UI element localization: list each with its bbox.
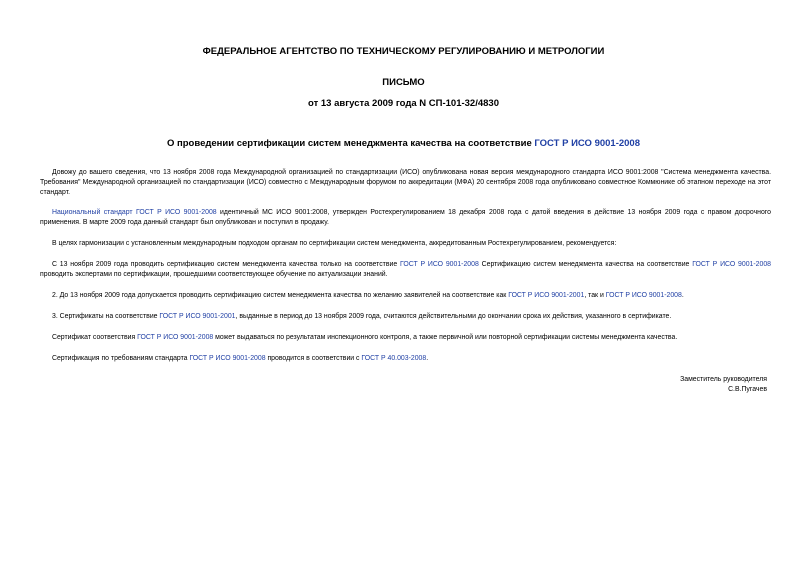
- paragraph-text: .: [426, 355, 429, 362]
- gost-40-003-2008-link[interactable]: ГОСТ Р 40.003-2008: [361, 355, 427, 362]
- subject-gost-link[interactable]: ГОСТ Р ИСО 9001-2008: [534, 138, 640, 149]
- paragraph-recommendation: В целях гармонизации с установленным международным подходом органам по сертификации систем менеджмента, аккредитованным Ростехрегулированием, рекомендуется:: [52, 240, 617, 247]
- gost-9001-2008-link[interactable]: ГОСТ Р ИСО 9001-2008: [189, 355, 266, 362]
- paragraph-text: С 13 ноября 2009 года проводить сертификацию систем менеджмента качества только на соответствие: [52, 261, 400, 268]
- paragraph-text: Сертификацию систем менеджмента качества на соответствие: [478, 261, 693, 268]
- signatory-position: Заместитель руководителя: [680, 376, 767, 383]
- document-subject: [0, 138, 807, 150]
- paragraph-item-3: [40, 312, 771, 322]
- paragraph-text: Сертификат соответствия: [52, 334, 138, 341]
- gost-9001-2008-link[interactable]: ГОСТ Р ИСО 9001-2008: [400, 261, 479, 268]
- paragraph-text: , выданные в период до 13 ноября 2009 года, считаются действительными до окончании срока их действия, указанного в сертификате.: [235, 313, 672, 320]
- gost-9001-2008-link[interactable]: ГОСТ Р ИСО 9001-2008: [692, 261, 772, 268]
- paragraph-national-standard: [40, 208, 771, 228]
- paragraph-item-2: [40, 291, 771, 301]
- paragraph-text: .: [681, 292, 684, 299]
- document-date-number: от 13 августа 2009 года N СП-101-32/4830: [308, 98, 499, 109]
- gost-9001-2001-link[interactable]: ГОСТ Р ИСО 9001-2001: [159, 313, 236, 320]
- paragraph-item-1: [40, 260, 771, 280]
- subject-text: О проведении сертификации систем менеджмента качества на соответствие: [166, 138, 535, 149]
- signatory-name: С.В.Пугачев: [728, 386, 767, 393]
- paragraph-text: , так и: [584, 292, 606, 299]
- paragraph-text: Сертификация по требованиям стандарта: [52, 355, 190, 362]
- gost-9001-2008-link[interactable]: ГОСТ Р ИСО 9001-2008: [605, 292, 682, 299]
- paragraph-text: идентичный МС ИСО 9001:2008, утвержден Ростехрегулированием 18 декабря 2008 года с датой введения в действие 13 ноября 2009 года с правом досрочного применения. В марте 2009 года данный стандарт был опубликован и поступил в продажу.: [40, 209, 771, 226]
- national-standard-link[interactable]: Национальный стандарт ГОСТ Р ИСО 9001-2008: [52, 209, 217, 216]
- paragraph-text: может выдаваться по результатам инспекционного контроля, а также первичной или повторной сертификации системы менеджмента качества.: [213, 334, 678, 341]
- gost-9001-2001-link[interactable]: ГОСТ Р ИСО 9001-2001: [508, 292, 585, 299]
- gost-9001-2008-link[interactable]: ГОСТ Р ИСО 9001-2008: [137, 334, 214, 341]
- paragraph-text: 2. До 13 ноября 2009 года допускается проводить сертификацию систем менеджмента качества по желанию заявителей на соответствие как: [52, 292, 509, 299]
- paragraph-certificate: [40, 333, 771, 343]
- paragraph-certification: [40, 354, 771, 364]
- agency-title: ФЕДЕРАЛЬНОЕ АГЕНТСТВО ПО ТЕХНИЧЕСКОМУ РЕГУЛИРОВАНИЮ И МЕТРОЛОГИИ: [202, 46, 605, 57]
- document-type: ПИСЬМО: [382, 77, 425, 88]
- paragraph-text: проводится в соответствии с: [265, 355, 362, 362]
- paragraph-intro: Довожу до вашего сведения, что 13 ноября 2008 года Международной организацией по стандартизации (ИСО) опубликована новая версия международного стандарта ИСО 9001:2008 "Система менеджмента качества. Требования" Международной организацией по стандартизации (ИСО) совместно с Международным форумом по аккредитации (МФА) 20 сентября 2008 года опубликовано совместное Коммюнике об этапном переходе на этот стандарт.: [40, 169, 771, 196]
- paragraph-text: 3. Сертификаты на соответствие: [52, 313, 160, 320]
- paragraph-text: проводить экспертами по сертификации, прошедшими соответствующее обучение по актуализации знаний.: [40, 271, 388, 278]
